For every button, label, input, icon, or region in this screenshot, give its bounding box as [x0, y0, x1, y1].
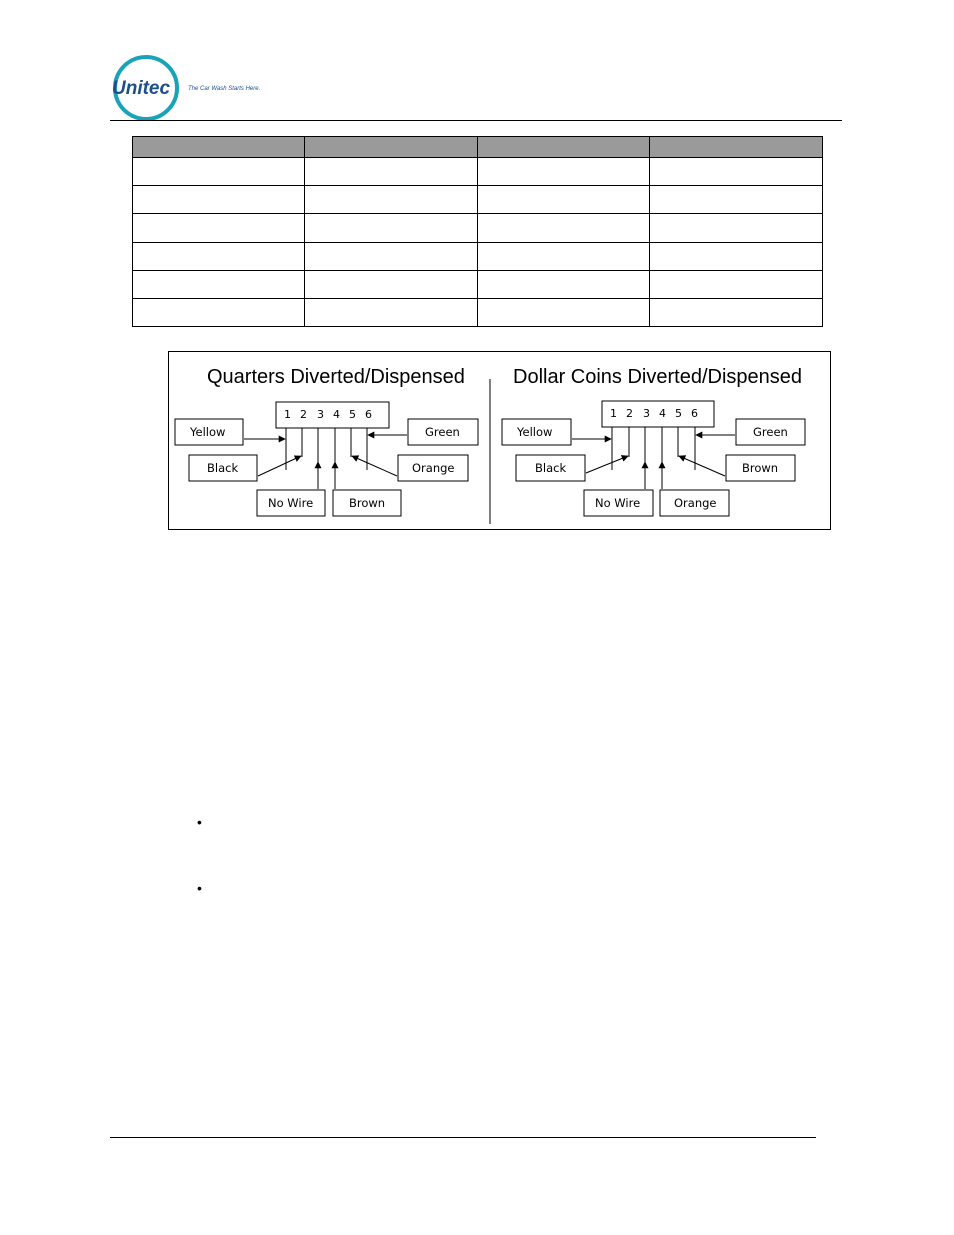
- quarters-title: Quarters Diverted/Dispensed: [207, 366, 465, 388]
- pin-label: 4: [333, 408, 340, 421]
- table-header-cell: [133, 137, 305, 158]
- wire-label-text: Yellow: [190, 425, 226, 439]
- wire-label-text: Yellow: [517, 425, 553, 439]
- table-row: [133, 214, 823, 242]
- wire-label-text: No Wire: [268, 496, 314, 510]
- pin-label: 1: [284, 408, 291, 421]
- table-header-row: [133, 137, 823, 158]
- table-row: [133, 270, 823, 298]
- wire-label-text: Orange: [412, 461, 455, 475]
- arrow: [586, 456, 628, 473]
- wire-label-text: Brown: [742, 461, 779, 475]
- table-header-cell: [650, 137, 823, 158]
- table-row: [133, 298, 823, 326]
- dollar-coins-title: Dollar Coins Diverted/Dispensed: [513, 366, 803, 388]
- wire-label-text: Green: [425, 425, 460, 439]
- quarters-panel: [175, 366, 478, 516]
- header-divider: [110, 120, 842, 121]
- wire-label-text: Black: [207, 461, 239, 475]
- pin-label: 6: [691, 407, 698, 420]
- pin-label: 3: [643, 407, 650, 420]
- table-row: [133, 158, 823, 186]
- logo-tagline: The Car Wash Starts Here.: [188, 86, 261, 92]
- data-table: [132, 136, 823, 327]
- pin-label: 4: [659, 407, 666, 420]
- pin-label: 1: [610, 407, 617, 420]
- pin-label: 5: [349, 408, 356, 421]
- dollar-coins-panel: [502, 366, 805, 516]
- arrow: [679, 456, 725, 476]
- arrow: [352, 456, 397, 476]
- logo-name: Unitec: [112, 78, 171, 99]
- bullet-point: •: [197, 814, 202, 830]
- footer-divider: [110, 1137, 816, 1138]
- bullet-point: •: [197, 880, 202, 896]
- pin-label: 2: [626, 407, 633, 420]
- wiring-diagram: [168, 351, 831, 530]
- table-row: [133, 242, 823, 270]
- wire-label-text: Black: [535, 461, 567, 475]
- table-header-cell: [478, 137, 650, 158]
- wire-label-text: Orange: [674, 496, 717, 510]
- wire-label-text: Green: [753, 425, 788, 439]
- pin-label: 3: [317, 408, 324, 421]
- pin-label: 6: [365, 408, 372, 421]
- wire-label-text: Brown: [349, 496, 386, 510]
- table-row: [133, 186, 823, 214]
- arrow: [258, 456, 301, 476]
- pin-label: 2: [300, 408, 307, 421]
- company-logo: [110, 55, 270, 121]
- wire-label-text: No Wire: [595, 496, 641, 510]
- table-header-cell: [305, 137, 478, 158]
- pin-label: 5: [675, 407, 682, 420]
